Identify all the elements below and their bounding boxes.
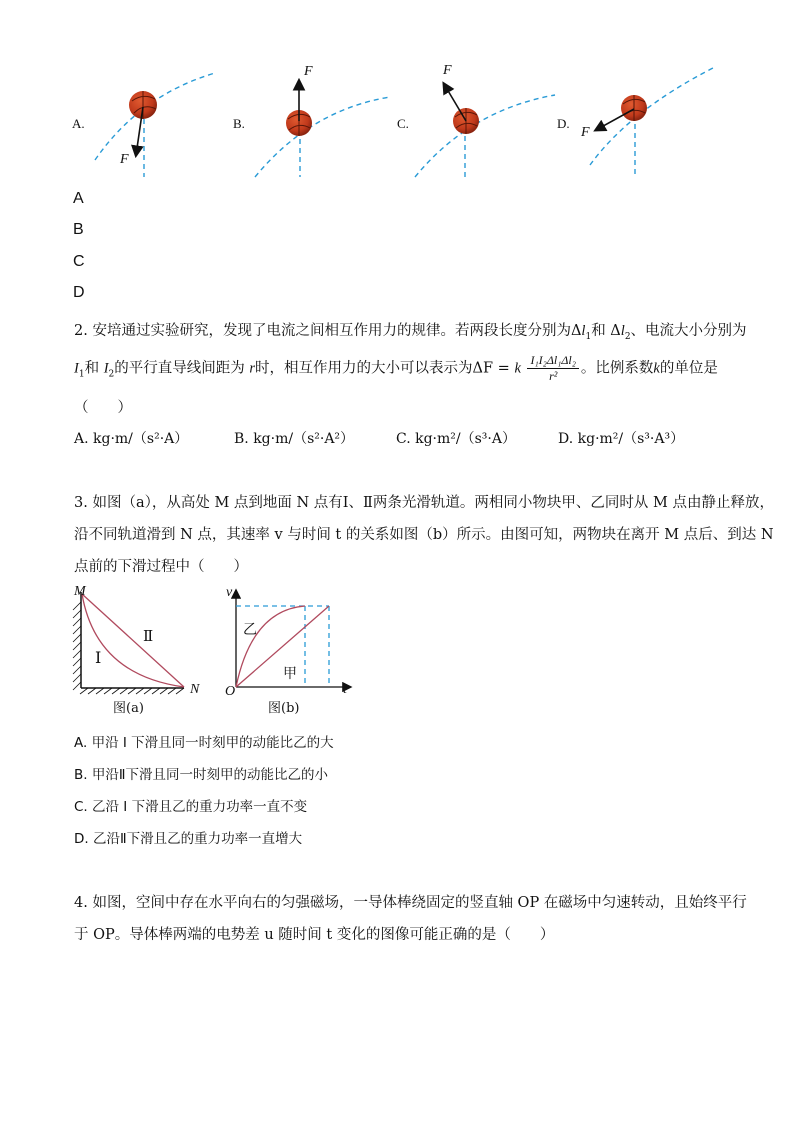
q3-option-d[interactable]: D. 乙沿Ⅱ下滑且乙的重力功率一直增大	[74, 831, 303, 847]
q2-option-d[interactable]: D. kg·m²/（s³·A³）	[558, 431, 685, 447]
force-label-d: F	[581, 125, 590, 140]
figure-b-caption: 图(b)	[268, 701, 300, 716]
trajectory-curve	[95, 73, 215, 160]
q3-line3: 点前的下滑过程中（ ）	[74, 559, 248, 575]
force-label-c: F	[443, 63, 452, 78]
q3-option-a[interactable]: A. 甲沿 I 下滑且同一时刻甲的动能比乙的大	[74, 735, 334, 751]
q3-option-b[interactable]: B. 甲沿Ⅱ下滑且同一时刻甲的动能比乙的小	[74, 767, 328, 783]
q4-line2: 于 OP。导体棒两端的电势差 u 随时间 t 变化的图像可能正确的是（ ）	[74, 927, 555, 943]
axis-v-label: v	[226, 585, 233, 600]
q2-line3: （ ）	[74, 400, 132, 416]
diagram-label-c: C.	[397, 116, 409, 131]
q4-line1: 4. 如图，空间中存在水平向右的匀强磁场，一导体棒绕固定的竖直轴 OP 在磁场中匀速转动，且始终平行	[74, 895, 747, 911]
q2-option-b[interactable]: B. kg·m/（s²·A²）	[234, 431, 355, 447]
q3-line2: 沿不同轨道滑到 N 点，其速率 v 与时间 t 的关系如图（b）所示。由图可知，两物块在离开 M 点后、到达 N	[74, 527, 774, 543]
trajectory-curve	[590, 67, 715, 165]
q2-line2: $I_1$和 $I_2$的平行直导线间距为 r时，相互作用力的大小可以表示为ΔF = k $\frac{\text{I₁I₂Δl₁Δl₂}}{\text{r²}}$ 。比例系数k的单位是	[74, 353, 718, 383]
diagram-label-d: D.	[557, 116, 570, 131]
q2-option-a[interactable]: A. kg·m/（s²·A）	[74, 431, 189, 447]
figure-a-caption: 图(a)	[113, 701, 144, 716]
formula-fraction: $\frac{\text{I₁I₂Δl₁Δl₂}}{\text{r²}}$	[527, 353, 578, 384]
point-m-label: M	[74, 584, 86, 599]
origin-label: O	[225, 684, 236, 699]
trajectory-curve	[255, 97, 390, 177]
answer-option-b[interactable]: B	[73, 221, 84, 238]
diagram-a	[95, 73, 215, 177]
q1-diagrams	[60, 55, 760, 185]
force-label-b: F	[304, 64, 313, 79]
track-ii-label: Ⅱ	[143, 627, 154, 645]
q3-line1: 3. 如图（a），从高处 M 点到地面 N 点有Ⅰ、Ⅱ两条光滑轨道。两相同小物块甲、乙同时从 M 点由静止释放，	[74, 495, 774, 511]
track-ii	[82, 594, 184, 687]
figure-a	[66, 580, 216, 695]
diagram-d	[590, 67, 715, 177]
force-label-a: F	[120, 152, 129, 167]
q2-option-c[interactable]: C. kg·m²/（s³·A）	[396, 431, 516, 447]
track-i-label: I	[95, 648, 102, 667]
series-yi-label: 乙	[243, 622, 257, 638]
q3-option-c[interactable]: C. 乙沿 I 下滑且乙的重力功率一直不变	[74, 799, 308, 815]
diagram-label-a: A.	[72, 116, 85, 131]
diagram-label-b: B.	[233, 116, 245, 131]
trajectory-curve	[415, 95, 555, 177]
point-n-label: N	[190, 682, 200, 697]
diagram-c	[415, 84, 555, 177]
answer-option-c[interactable]: C	[73, 253, 85, 270]
q2-line1: 2. 安培通过实验研究，发现了电流之间相互作用力的规律。若两段长度分别为$\Delta l_1$和 $\Delta l_2$、电流大小分别为	[74, 323, 747, 342]
axis-t-label: t	[343, 682, 347, 697]
series-jia-label: 甲	[283, 666, 297, 682]
answer-option-d[interactable]: D	[73, 284, 85, 301]
answer-option-a[interactable]: A	[73, 190, 84, 207]
diagram-b	[255, 81, 390, 177]
